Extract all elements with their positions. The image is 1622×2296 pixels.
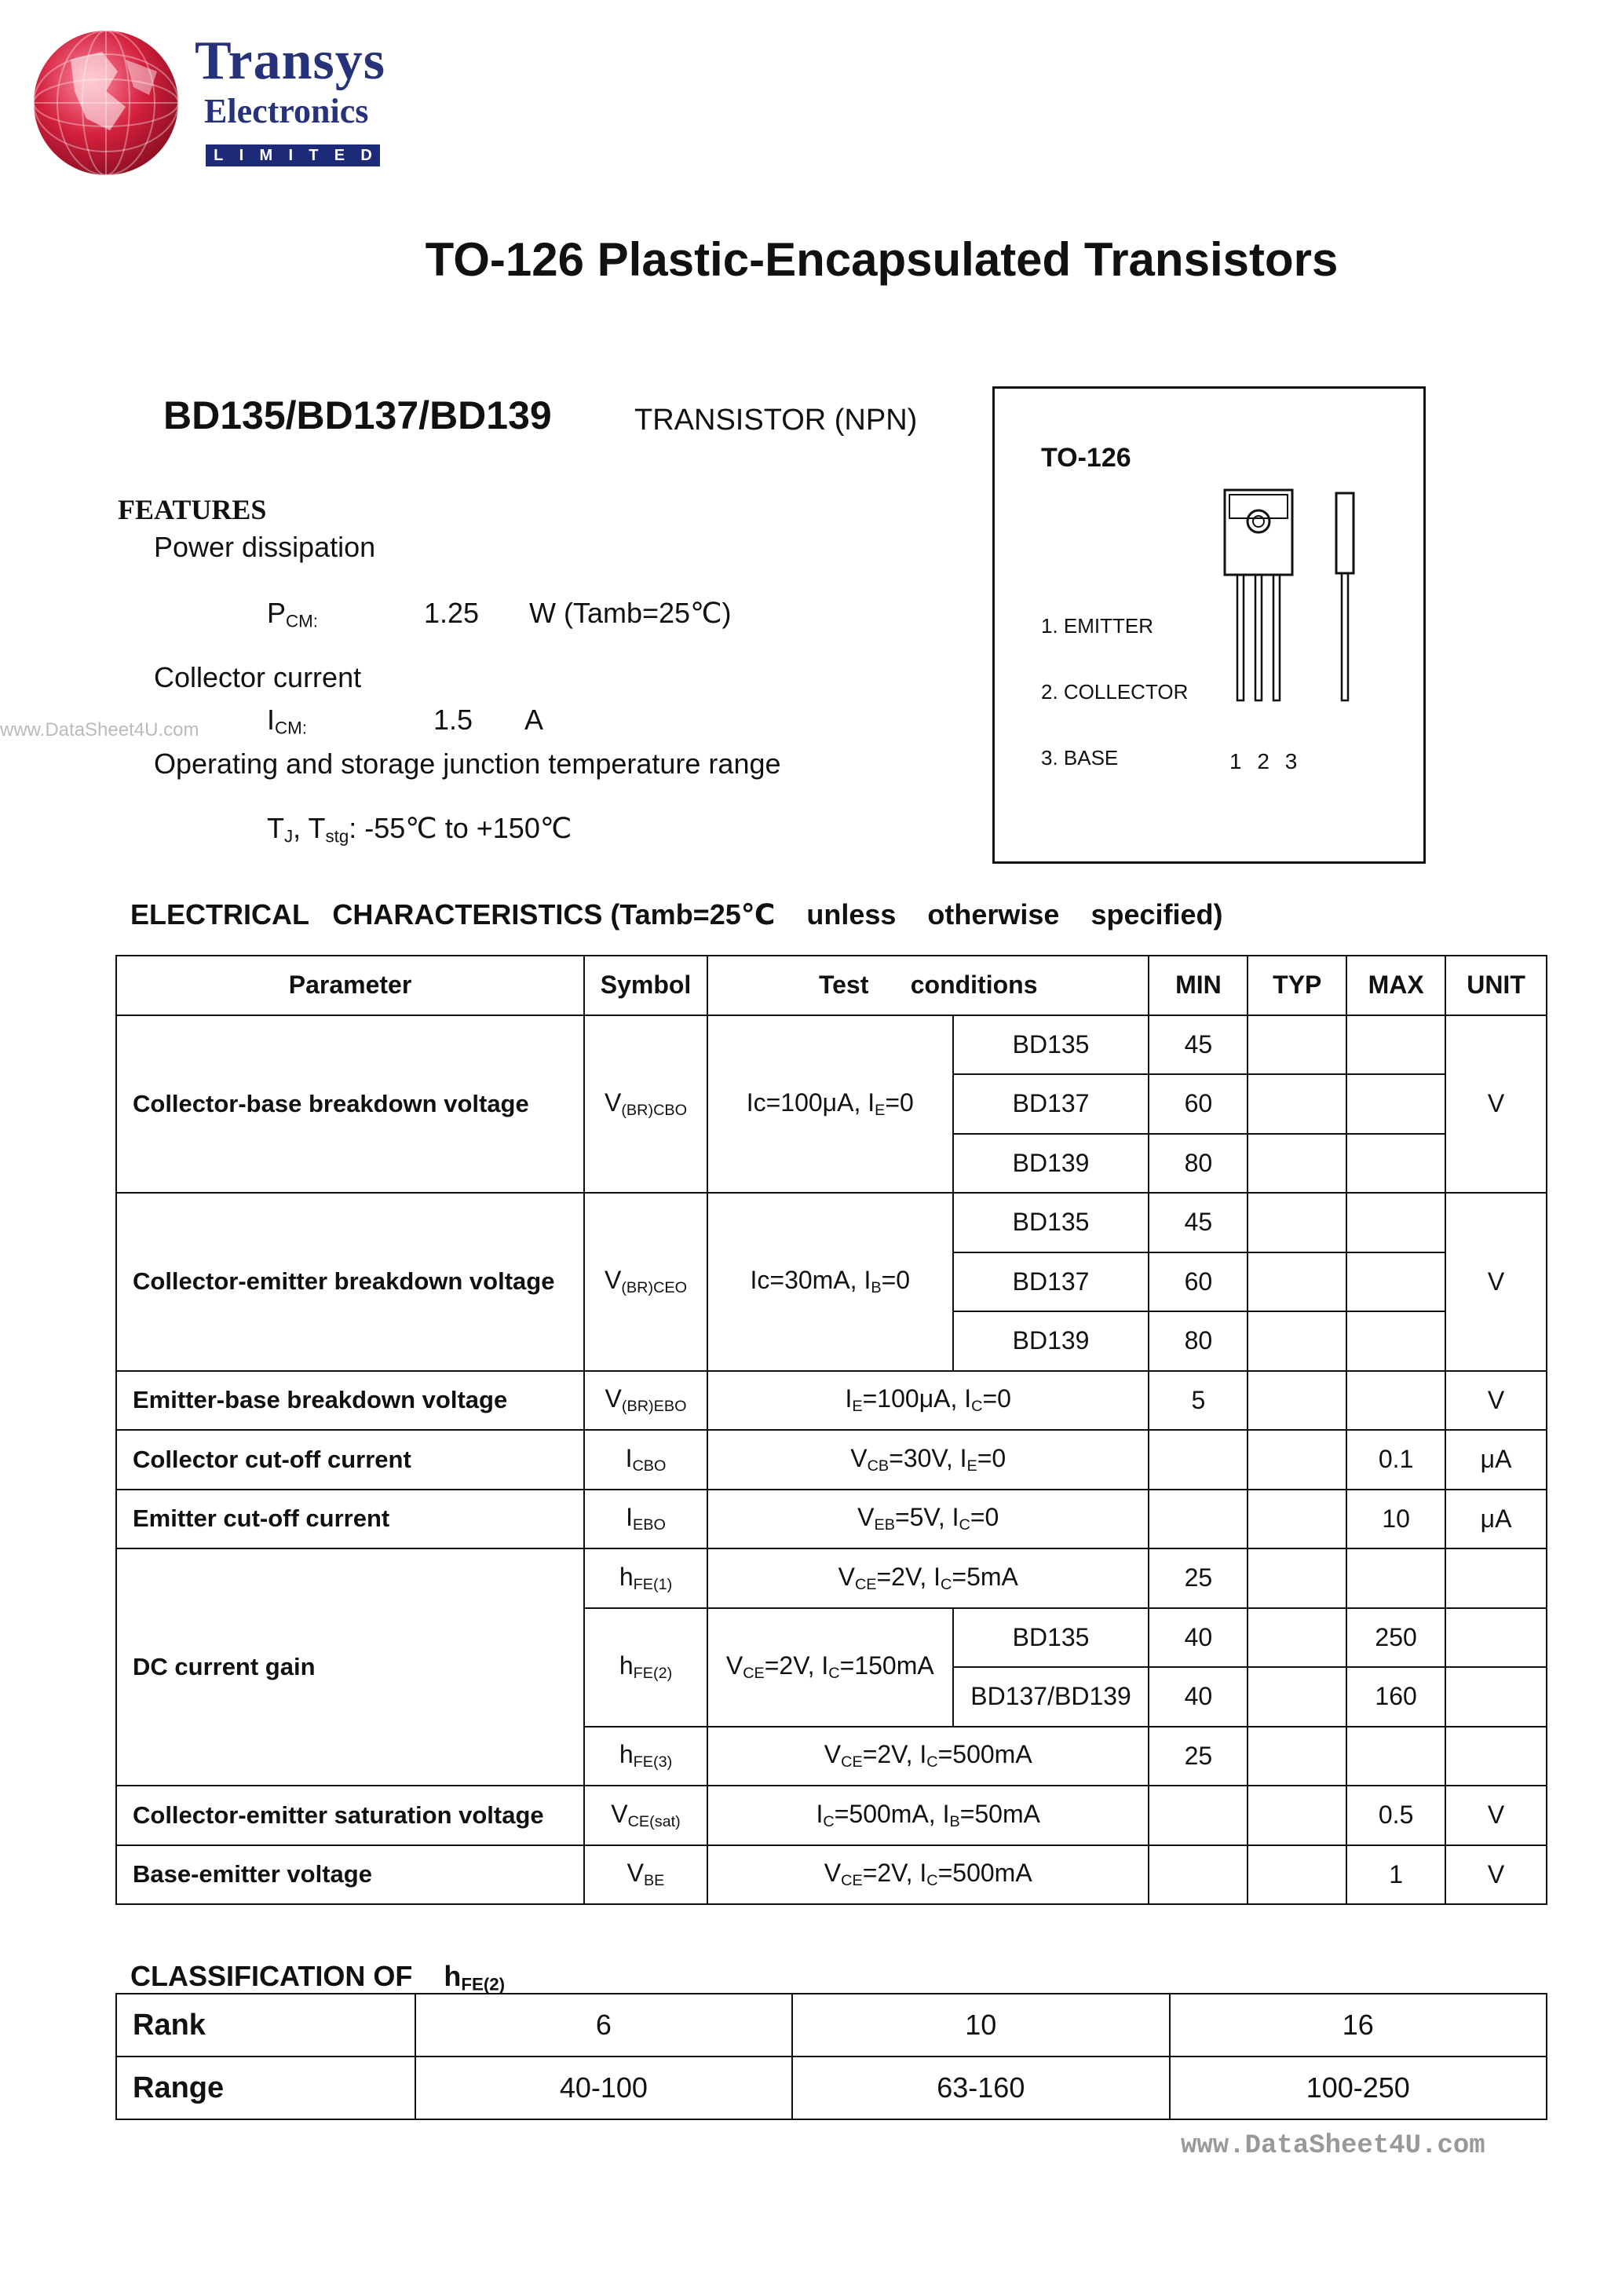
min-cell: 25 bbox=[1149, 1727, 1248, 1786]
product-type: TRANSISTOR (NPN) bbox=[634, 404, 918, 437]
brand-ltd-letter: L bbox=[214, 146, 224, 164]
param-vbe: Base-emitter voltage bbox=[116, 1845, 584, 1905]
pin2-label: 2. COLLECTOR bbox=[1041, 680, 1189, 704]
globe-logo-icon bbox=[31, 28, 181, 177]
table-row bbox=[116, 1015, 1547, 1075]
cond-iebo: $V_{EB}=5V$, $I_C=0$ bbox=[707, 1490, 1149, 1549]
typ-cell bbox=[1248, 1490, 1346, 1549]
icm-value: 1.5 bbox=[433, 704, 473, 736]
pcm-symbol: $P_{CM:}$ bbox=[267, 597, 318, 631]
to126-package-drawing-icon bbox=[1218, 485, 1368, 715]
rank-cell: 10 bbox=[792, 1994, 1169, 2057]
table-row bbox=[116, 1548, 1547, 1608]
pcm-value: 1.25 bbox=[424, 597, 480, 629]
symbol-icbo: $I_{CBO}$ bbox=[584, 1430, 707, 1490]
min-cell bbox=[1149, 1490, 1248, 1549]
typ-cell bbox=[1248, 1371, 1346, 1431]
table-row bbox=[116, 1994, 1547, 2057]
brand-ltd-letter: D bbox=[360, 146, 372, 164]
min-cell: 40 bbox=[1149, 1608, 1248, 1668]
min-cell: 5 bbox=[1149, 1371, 1248, 1431]
symbol-hfe1: $h_{FE(1)}$ bbox=[584, 1548, 707, 1608]
cond-ceo: Ic=30mA, $I_B=0$ bbox=[707, 1193, 953, 1371]
header-min: MIN bbox=[1149, 956, 1248, 1015]
typ-cell bbox=[1248, 1015, 1346, 1075]
param-cbo: Collector-base breakdown voltage bbox=[116, 1015, 584, 1194]
cond-hfe3: $V_{CE}=2V$, $I_C=500mA$ bbox=[707, 1727, 1149, 1786]
param-icbo: Collector cut-off current bbox=[116, 1430, 584, 1490]
product-models: BD135/BD137/BD139 bbox=[163, 393, 552, 437]
pcm-unit: W (Tamb=25℃) bbox=[529, 597, 732, 629]
brand-ltd-letter: E bbox=[334, 146, 345, 164]
range-cell: 40-100 bbox=[415, 2057, 792, 2119]
rank-cell: 16 bbox=[1170, 1994, 1547, 2057]
range-cell: 63-160 bbox=[792, 2057, 1169, 2119]
param-iebo: Emitter cut-off current bbox=[116, 1490, 584, 1549]
max-cell: 1 bbox=[1346, 1845, 1445, 1905]
brand-ltd-letter: I bbox=[239, 146, 244, 164]
min-cell: 60 bbox=[1149, 1074, 1248, 1134]
page-title: TO-126 Plastic-Encapsulated Transistors bbox=[425, 233, 1339, 286]
table-row bbox=[116, 1193, 1547, 1252]
header-parameter: Parameter bbox=[116, 956, 584, 1015]
table-row bbox=[116, 1786, 1547, 1845]
device-cell: BD135 bbox=[953, 1608, 1149, 1668]
unit-cell: V bbox=[1445, 1786, 1547, 1845]
header-typ: TYP bbox=[1248, 956, 1346, 1015]
header-test-conditions: Test conditions bbox=[707, 956, 1149, 1015]
brand-ltd-letter: M bbox=[259, 146, 273, 164]
classification-heading: CLASSIFICATION OF $h_{FE(2)}$ bbox=[130, 1960, 506, 1994]
min-cell: 25 bbox=[1149, 1548, 1248, 1608]
max-cell: 250 bbox=[1346, 1608, 1445, 1668]
typ-cell bbox=[1248, 1193, 1346, 1252]
electrical-heading: ELECTRICAL CHARACTERISTICS (Tamb=25℃ unless otherwise specified) bbox=[130, 898, 1223, 930]
device-cell: BD139 bbox=[953, 1134, 1149, 1194]
cond-hfe1: $V_{CE}=2V$, $I_C=5mA$ bbox=[707, 1548, 1149, 1608]
max-cell: 160 bbox=[1346, 1667, 1445, 1727]
power-dissipation-label: Power dissipation bbox=[154, 531, 376, 563]
table-row bbox=[116, 2057, 1547, 2119]
watermark-bottom: www.DataSheet4U.com bbox=[1181, 2131, 1485, 2161]
min-cell bbox=[1149, 1786, 1248, 1845]
brand-name: Transys bbox=[195, 31, 385, 91]
symbol-hfe2: $h_{FE(2)}$ bbox=[584, 1608, 707, 1727]
classification-table bbox=[115, 1993, 1547, 2120]
min-cell: 45 bbox=[1149, 1193, 1248, 1252]
max-cell bbox=[1346, 1252, 1445, 1312]
header-unit: UNIT bbox=[1445, 956, 1547, 1015]
icm-unit: A bbox=[524, 704, 544, 736]
typ-cell bbox=[1248, 1786, 1346, 1845]
typ-cell bbox=[1248, 1845, 1346, 1905]
cond-hfe2: $V_{CE}=2V$, $I_C=150mA$ bbox=[707, 1608, 953, 1727]
symbol-ceo: $V_{(BR)CEO}$ bbox=[584, 1193, 707, 1371]
table-row bbox=[116, 1430, 1547, 1490]
max-cell bbox=[1346, 1193, 1445, 1252]
symbol-hfe3: $h_{FE(3)}$ bbox=[584, 1727, 707, 1786]
max-cell bbox=[1346, 1311, 1445, 1371]
max-cell bbox=[1346, 1371, 1445, 1431]
icm-symbol: $I_{CM:}$ bbox=[267, 704, 307, 738]
max-cell bbox=[1346, 1134, 1445, 1194]
typ-cell bbox=[1248, 1667, 1346, 1727]
cond-vbe: $V_{CE}=2V$, $I_C=500mA$ bbox=[707, 1845, 1149, 1905]
min-cell bbox=[1149, 1430, 1248, 1490]
typ-cell bbox=[1248, 1311, 1346, 1371]
range-cell: 100-250 bbox=[1170, 2057, 1547, 2119]
max-cell bbox=[1346, 1548, 1445, 1608]
typ-cell bbox=[1248, 1608, 1346, 1668]
device-cell: BD135 bbox=[953, 1193, 1149, 1252]
min-cell: 80 bbox=[1149, 1134, 1248, 1194]
min-cell: 60 bbox=[1149, 1252, 1248, 1312]
cond-vcesat: $I_C=500mA$, $I_B=50mA$ bbox=[707, 1786, 1149, 1845]
watermark-side: www.DataSheet4U.com bbox=[0, 719, 199, 740]
cond-ebo: $I_E=100\mu A$, $I_C=0$ bbox=[707, 1371, 1149, 1431]
symbol-cbo: $V_{(BR)CBO}$ bbox=[584, 1015, 707, 1194]
features-heading: FEATURES bbox=[118, 494, 267, 525]
typ-cell bbox=[1248, 1548, 1346, 1608]
unit-ceo: V bbox=[1445, 1193, 1547, 1371]
typ-cell bbox=[1248, 1074, 1346, 1134]
unit-cell: V bbox=[1445, 1845, 1547, 1905]
package-title: TO-126 bbox=[1041, 443, 1131, 473]
min-cell bbox=[1149, 1845, 1248, 1905]
rank-cell: 6 bbox=[415, 1994, 792, 2057]
table-row bbox=[116, 1490, 1547, 1549]
unit-cell bbox=[1445, 1548, 1547, 1608]
param-ebo: Emitter-base breakdown voltage bbox=[116, 1371, 584, 1431]
pin-numbers: 1 2 3 bbox=[1229, 749, 1302, 773]
cond-cbo: Ic=100μA, $I_E=0$ bbox=[707, 1015, 953, 1194]
symbol-vbe: $V_{BE}$ bbox=[584, 1845, 707, 1905]
param-hfe: DC current gain bbox=[116, 1548, 584, 1786]
symbol-ebo: $V_{(BR)EBO}$ bbox=[584, 1371, 707, 1431]
pin3-label: 3. BASE bbox=[1041, 746, 1119, 770]
brand-limited-badge bbox=[206, 144, 380, 166]
param-vcesat: Collector-emitter saturation voltage bbox=[116, 1786, 584, 1845]
electrical-characteristics-table bbox=[115, 955, 1547, 1905]
cond-icbo: $V_{CB}=30V$, $I_E=0$ bbox=[707, 1430, 1149, 1490]
unit-cell bbox=[1445, 1667, 1547, 1727]
typ-cell bbox=[1248, 1252, 1346, 1312]
temperature-range-label: Operating and storage junction temperature range bbox=[154, 748, 781, 780]
max-cell bbox=[1346, 1074, 1445, 1134]
brand-subtitle: Electronics bbox=[204, 92, 369, 130]
collector-current-label: Collector current bbox=[154, 661, 362, 693]
brand-ltd-letter: T bbox=[309, 146, 319, 164]
rank-label: Rank bbox=[116, 1994, 415, 2057]
typ-cell bbox=[1248, 1134, 1346, 1194]
brand-ltd-letter: I bbox=[288, 146, 293, 164]
symbol-iebo: $I_{EBO}$ bbox=[584, 1490, 707, 1549]
min-cell: 45 bbox=[1149, 1015, 1248, 1075]
device-cell: BD137 bbox=[953, 1252, 1149, 1312]
temperature-range: $T_J$, $T_{stg}$: -55℃ to +150℃ bbox=[267, 812, 572, 846]
table-row bbox=[116, 1371, 1547, 1431]
device-cell: BD137/BD139 bbox=[953, 1667, 1149, 1727]
device-cell: BD135 bbox=[953, 1015, 1149, 1075]
device-cell: BD139 bbox=[953, 1311, 1149, 1371]
symbol-vcesat: $V_{CE(sat)}$ bbox=[584, 1786, 707, 1845]
param-ceo: Collector-emitter breakdown voltage bbox=[116, 1193, 584, 1371]
table-row bbox=[116, 1845, 1547, 1905]
unit-cell: μA bbox=[1445, 1430, 1547, 1490]
max-cell: 0.5 bbox=[1346, 1786, 1445, 1845]
min-cell: 40 bbox=[1149, 1667, 1248, 1727]
min-cell: 80 bbox=[1149, 1311, 1248, 1371]
header-max: MAX bbox=[1346, 956, 1445, 1015]
unit-cbo: V bbox=[1445, 1015, 1547, 1194]
header-symbol: Symbol bbox=[584, 956, 707, 1015]
unit-cell bbox=[1445, 1608, 1547, 1668]
unit-cell: μA bbox=[1445, 1490, 1547, 1549]
typ-cell bbox=[1248, 1727, 1346, 1786]
pin1-label: 1. EMITTER bbox=[1041, 614, 1154, 638]
range-label: Range bbox=[116, 2057, 415, 2119]
max-cell bbox=[1346, 1015, 1445, 1075]
typ-cell bbox=[1248, 1430, 1346, 1490]
max-cell bbox=[1346, 1727, 1445, 1786]
max-cell: 0.1 bbox=[1346, 1430, 1445, 1490]
unit-cell: V bbox=[1445, 1371, 1547, 1431]
unit-cell bbox=[1445, 1727, 1547, 1786]
table-header-row bbox=[116, 956, 1547, 1015]
device-cell: BD137 bbox=[953, 1074, 1149, 1134]
max-cell: 10 bbox=[1346, 1490, 1445, 1549]
